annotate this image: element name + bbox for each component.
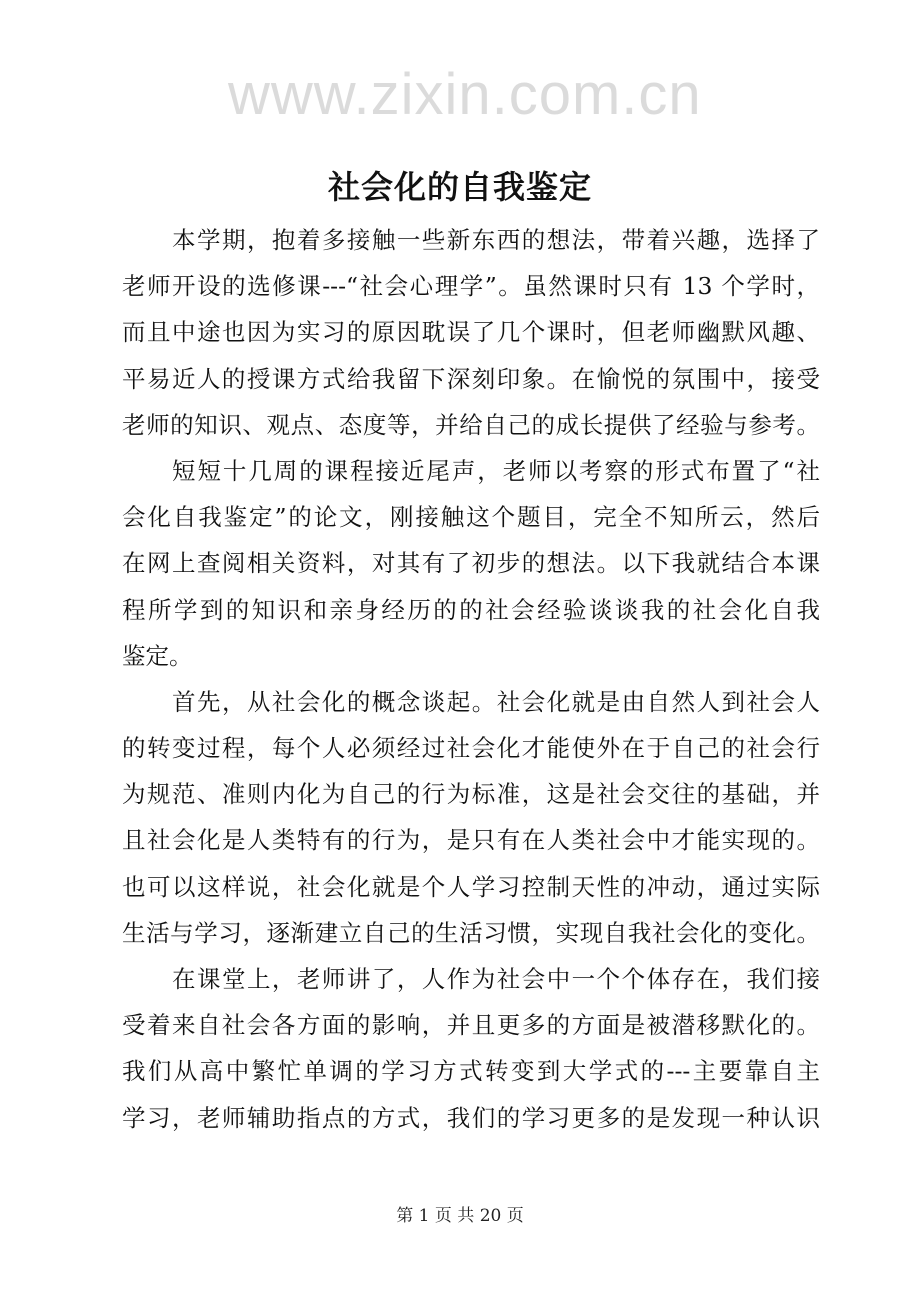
watermark: www.zixin.com.cn xyxy=(228,62,702,127)
text-line: 学习，老师辅助指点的方式，我们的学习更多的是发现一种认识 xyxy=(122,1103,820,1132)
text-line: 平易近人的授课方式给我留下深刻印象。在愉悦的氛围中，接受 xyxy=(122,364,820,393)
document-body xyxy=(122,217,820,1141)
page-footer: 第 1 页 共 20 页 xyxy=(396,1206,524,1226)
text-line: 老师的知识、观点、态度等，并给自己的成长提供了经验与参考。 xyxy=(122,410,820,439)
paragraph xyxy=(122,679,820,956)
text-line: 为规范、准则内化为自己的行为标准，这是社会交往的基础，并 xyxy=(122,780,820,809)
text-line: 短短十几周的课程接近尾声，老师以考察的形式布置了“社 xyxy=(172,456,820,485)
text-line: 在网上查阅相关资料，对其有了初步的想法。以下我就结合本课 xyxy=(122,549,820,578)
text-line: 生活与学习，逐渐建立自己的生活习惯，实现自我社会化的变化。 xyxy=(122,918,820,947)
text-line: 会化自我鉴定”的论文，刚接触这个题目，完全不知所云，然后 xyxy=(122,503,820,532)
text-line: 而且中途也因为实习的原因耽误了几个课时，但老师幽默风趣、 xyxy=(122,318,820,347)
text-line: 程所学到的知识和亲身经历的的社会经验谈谈我的社会化自我 xyxy=(122,595,820,624)
text-line: 在课堂上，老师讲了，人作为社会中一个个体存在，我们接 xyxy=(172,965,820,993)
paragraph xyxy=(122,448,820,679)
text-line: 首先，从社会化的概念谈起。社会化就是由自然人到社会人 xyxy=(172,687,820,716)
text-line: 且社会化是人类特有的行为，是只有在人类社会中才能实现的。 xyxy=(122,826,820,855)
paragraph xyxy=(122,956,820,1141)
document-title: 社会化的自我鉴定 xyxy=(327,168,592,206)
text-line: 的转变过程，每个人必须经过社会化才能使外在于自己的社会行 xyxy=(122,734,820,763)
text-line: 老师开设的选修课---“社会心理学”。虽然课时只有 13 个学时， xyxy=(122,272,820,301)
text-line: 本学期，抱着多接触一些新东西的想法，带着兴趣，选择了 xyxy=(172,226,820,254)
text-line: 鉴定。 xyxy=(122,641,193,670)
text-line: 受着来自社会各方面的影响，并且更多的方面是被潜移默化的。 xyxy=(122,1011,820,1040)
text-line: 我们从高中繁忙单调的学习方式转变到大学式的---主要靠自主 xyxy=(122,1057,820,1086)
text-line: 也可以这样说，社会化就是个人学习控制天性的冲动，通过实际 xyxy=(122,872,820,901)
paragraph xyxy=(122,217,820,448)
